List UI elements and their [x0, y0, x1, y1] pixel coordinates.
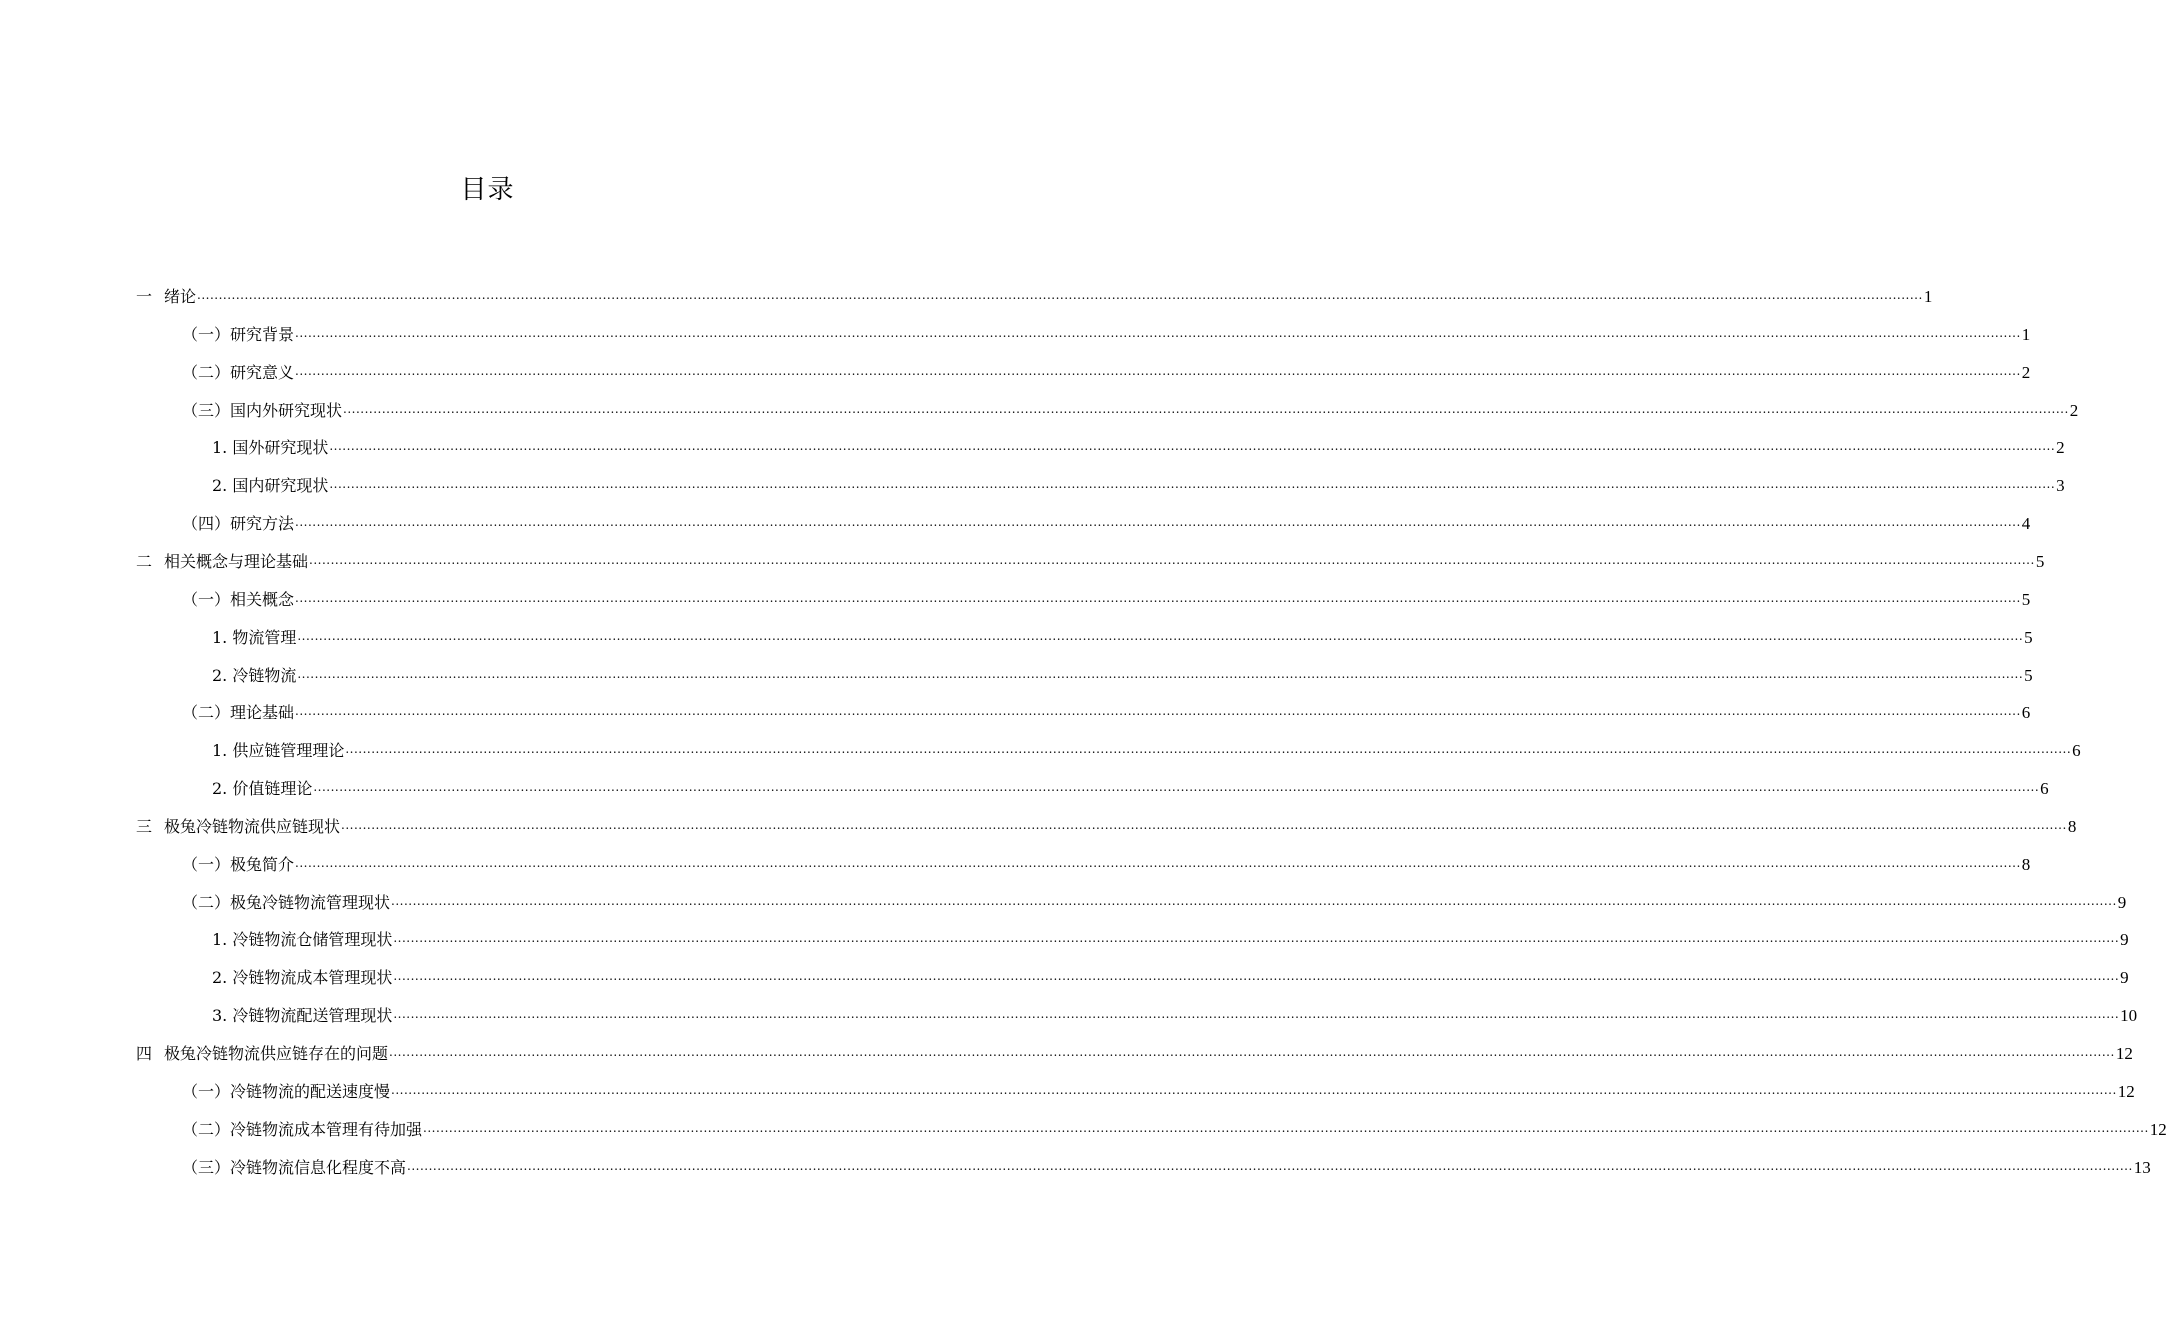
toc-chapter-number: 二 — [136, 551, 153, 571]
toc-dot-leader: ................................................................................................................................................................................................................................................................................................................................................................................................................ — [345, 742, 2072, 757]
toc-page-number: 10 — [2120, 1006, 2138, 1026]
toc-page-number: 5 — [2021, 589, 2031, 609]
toc-page-number: 12 — [2115, 1044, 2133, 1063]
toc-chapter-title: 相关概念与理论基础 — [164, 551, 309, 571]
toc-entry[interactable] — [182, 316, 2031, 354]
toc-entry[interactable] — [182, 1111, 2167, 1149]
toc-entry[interactable] — [182, 354, 2031, 392]
toc-page-number: 5 — [2024, 665, 2033, 685]
toc-entry-label: 2. 冷链物流 — [212, 665, 297, 685]
toc-entry[interactable] — [136, 1035, 2133, 1073]
toc-entry[interactable] — [182, 1073, 2135, 1111]
toc-chapter-title: 极兔冷链物流供应链存在的问题 — [164, 1044, 389, 1063]
toc-page-number: 2 — [2056, 438, 2065, 458]
toc-dot-leader: ................................................................................................................................................................................................................................................................................................................................................................................................................ — [309, 552, 2035, 567]
toc-entry-label — [136, 817, 340, 837]
toc-page-number: 6 — [2040, 779, 2049, 799]
toc-dot-leader: ................................................................................................................................................................................................................................................................................................................................................................................................................ — [297, 628, 2024, 643]
toc-page-number: 1 — [1923, 287, 1933, 306]
toc-entry[interactable] — [212, 959, 2129, 997]
toc-entry[interactable] — [182, 846, 2031, 884]
toc-entry[interactable] — [182, 1149, 2151, 1187]
toc-entry[interactable] — [212, 619, 2033, 657]
toc-page-number: 8 — [2067, 816, 2077, 836]
toc-page-number: 4 — [2021, 514, 2031, 534]
toc-dot-leader: ................................................................................................................................................................................................................................................................................................................................................................................................................ — [295, 515, 2021, 530]
toc-dot-leader: ................................................................................................................................................................................................................................................................................................................................................................................................................ — [313, 780, 2040, 795]
toc-chapter-title: 绪论 — [164, 287, 197, 306]
toc-entry-label: 1. 供应链管理理论 — [212, 741, 345, 761]
toc-title: 目录 — [460, 175, 515, 205]
toc-entry[interactable] — [136, 543, 2045, 581]
toc-page-number: 12 — [2117, 1081, 2135, 1101]
toc-entry[interactable] — [182, 505, 2031, 543]
toc-entry[interactable] — [136, 278, 1933, 316]
toc-dot-leader: ................................................................................................................................................................................................................................................................................................................................................................................................................ — [329, 477, 2056, 492]
toc-page-number: 8 — [2021, 854, 2031, 874]
toc-dot-leader: ................................................................................................................................................................................................................................................................................................................................................................................................................ — [389, 1045, 2115, 1059]
toc-entry-label: （二）极兔冷链物流管理现状 — [182, 892, 391, 912]
toc-entry[interactable] — [182, 884, 2127, 922]
toc-dot-leader: ................................................................................................................................................................................................................................................................................................................................................................................................................ — [295, 590, 2021, 605]
toc-entry[interactable] — [212, 997, 2138, 1035]
toc-dot-leader: ................................................................................................................................................................................................................................................................................................................................................................................................................ — [329, 439, 2056, 454]
toc-entry-label — [136, 287, 196, 307]
toc-entry-label: （一）研究背景 — [182, 324, 295, 344]
toc-dot-leader: ................................................................................................................................................................................................................................................................................................................................................................................................................ — [423, 1120, 2149, 1135]
toc-dot-leader: ................................................................................................................................................................................................................................................................................................................................................................................................................ — [393, 931, 2120, 946]
toc-page-number: 3 — [2056, 476, 2065, 496]
toc-dot-leader: ................................................................................................................................................................................................................................................................................................................................................................................................................ — [343, 401, 2069, 416]
toc-entry-label: （二）冷链物流成本管理有待加强 — [182, 1119, 423, 1139]
toc-dot-leader: ................................................................................................................................................................................................................................................................................................................................................................................................................ — [295, 704, 2021, 719]
toc-entry[interactable] — [182, 392, 2079, 430]
toc-entry[interactable] — [182, 581, 2031, 619]
toc-dot-leader: ................................................................................................................................................................................................................................................................................................................................................................................................................ — [197, 288, 1923, 302]
toc-dot-leader: ................................................................................................................................................................................................................................................................................................................................................................................................................ — [295, 325, 2021, 340]
toc-chapter-number: 三 — [136, 816, 153, 836]
toc-dot-leader: ................................................................................................................................................................................................................................................................................................................................................................................................................ — [407, 1158, 2133, 1173]
toc-entry[interactable] — [212, 732, 2081, 770]
toc-entry-label: 2. 国内研究现状 — [212, 476, 329, 496]
toc-entry-label: 1. 冷链物流仓储管理现状 — [212, 930, 393, 950]
toc-page-number: 2 — [2021, 362, 2031, 382]
toc-dot-leader: ................................................................................................................................................................................................................................................................................................................................................................................................................ — [295, 363, 2021, 378]
toc-entry-label: （四）研究方法 — [182, 514, 295, 534]
toc-page-number: 5 — [2024, 627, 2033, 647]
toc-chapter-title: 极兔冷链物流供应链现状 — [164, 816, 341, 836]
toc-chapter-number: 四 — [136, 1044, 153, 1063]
toc-page-number: 9 — [2120, 930, 2129, 950]
toc-entry[interactable] — [182, 694, 2031, 732]
toc-page-number: 5 — [2035, 551, 2045, 571]
toc-entry[interactable] — [212, 770, 2049, 808]
toc-dot-leader: ................................................................................................................................................................................................................................................................................................................................................................................................................ — [391, 1082, 2117, 1097]
toc-entry-label: 3. 冷链物流配送管理现状 — [212, 1006, 393, 1026]
toc-dot-leader: ................................................................................................................................................................................................................................................................................................................................................................................................................ — [393, 969, 2120, 984]
toc-page-number: 2 — [2069, 400, 2079, 420]
toc-entry-label: 1. 物流管理 — [212, 627, 297, 647]
toc-page-number: 6 — [2072, 741, 2081, 761]
toc-dot-leader: ................................................................................................................................................................................................................................................................................................................................................................................................................ — [341, 817, 2067, 832]
toc-page-number: 12 — [2149, 1119, 2167, 1139]
toc-dot-leader: ................................................................................................................................................................................................................................................................................................................................................................................................................ — [391, 893, 2117, 908]
toc-chapter-number: 一 — [136, 287, 153, 306]
toc-entry-label — [136, 552, 308, 572]
toc-page-number: 13 — [2133, 1157, 2151, 1177]
toc-dot-leader: ................................................................................................................................................................................................................................................................................................................................................................................................................ — [297, 666, 2024, 681]
toc-page-number: 9 — [2120, 968, 2129, 988]
toc-entry-label: （一）极兔简介 — [182, 854, 295, 874]
toc-page-number: 6 — [2021, 703, 2031, 723]
toc-entry[interactable] — [212, 921, 2129, 959]
toc-dot-leader: ................................................................................................................................................................................................................................................................................................................................................................................................................ — [393, 1007, 2120, 1022]
toc-page-number: 9 — [2117, 892, 2127, 912]
toc-page-number: 1 — [2021, 324, 2031, 344]
toc-entry[interactable] — [136, 808, 2077, 846]
toc-entry[interactable] — [212, 429, 2065, 467]
toc-entry-label — [136, 1044, 388, 1064]
toc-entry-label: （一）相关概念 — [182, 589, 295, 609]
toc-entry[interactable] — [212, 467, 2065, 505]
toc-entry-label: （二）研究意义 — [182, 362, 295, 382]
toc-entry[interactable] — [212, 657, 2033, 695]
toc-entry-label: （三）国内外研究现状 — [182, 400, 343, 420]
toc-entry-label: （三）冷链物流信息化程度不高 — [182, 1157, 407, 1177]
toc-entry-label: 1. 国外研究现状 — [212, 438, 329, 458]
toc-dot-leader: ................................................................................................................................................................................................................................................................................................................................................................................................................ — [295, 855, 2021, 870]
toc-entry-label: （一）冷链物流的配送速度慢 — [182, 1081, 391, 1101]
toc-entry-label: 2. 价值链理论 — [212, 779, 313, 799]
toc-entry-label: （二）理论基础 — [182, 703, 295, 723]
toc-entry-label: 2. 冷链物流成本管理现状 — [212, 968, 393, 988]
